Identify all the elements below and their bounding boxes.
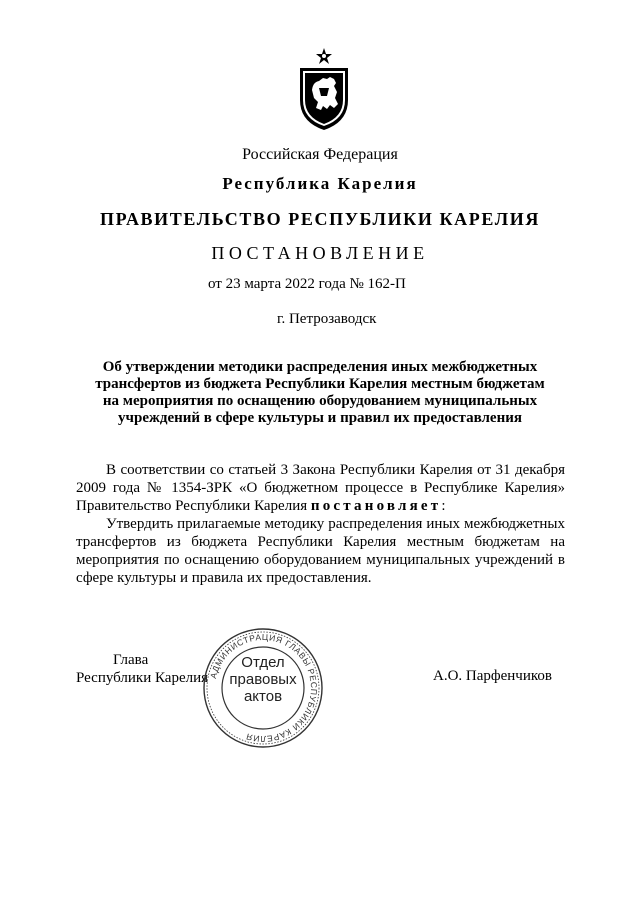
body-paragraph-2: Утвердить прилагаемые методику распределения иных межбюджетных трансфертов из бюджета Республики Карелия местным бюджетам на мероприятия по оснащению оборудованием муниципальных учреждений в сфере культуры и правила их предоставления. — [76, 516, 565, 586]
republic-name: Республика Карелия — [222, 174, 418, 193]
signatory-name: А.О. Парфенчиков — [433, 668, 552, 684]
document-date-number: от 23 марта 2022 года № 162-П — [208, 276, 406, 292]
stamp-line-3: актов — [243, 688, 283, 705]
stamp-line-1: Отдел — [241, 654, 285, 671]
decree-keyword: постановляет — [310, 498, 442, 514]
document-title-line: Об утверждении методики распределения иных межбюджетных — [102, 359, 538, 375]
stamp-line-2: правовых — [229, 671, 297, 688]
document-title-line: учреждений в сфере культуры и правил их предоставления — [118, 410, 522, 426]
country-name: Российская Федерация — [242, 146, 398, 163]
document-title-line: трансфертов из бюджета Республики Карелия местным бюджетам — [95, 376, 545, 392]
body-paragraph-1 — [76, 461, 565, 515]
document-title — [76, 359, 564, 427]
issuing-authority: ПРАВИТЕЛЬСТВО РЕСПУБЛИКИ КАРЕЛИЯ — [100, 209, 540, 229]
signatory-title — [76, 651, 210, 687]
signatory-title-line-1: Глава — [113, 652, 149, 668]
stamp-center-text — [202, 654, 324, 705]
document-type: ПОСТАНОВЛЕНИЕ — [211, 243, 429, 263]
signatory-title-line-2: Республики Карелия — [76, 670, 209, 686]
document-body — [76, 461, 565, 587]
body-paragraph-1-text: В соответствии со статьей 3 Закона Республики Карелия от 31 декабря 2009 года № 1354-ЗРК «О бюджетном процессе в Республике Карелия» Правительство Республики Карелия — [76, 462, 565, 514]
karelia-coat-of-arms-icon — [297, 48, 351, 132]
document-city: г. Петрозаводск — [277, 311, 377, 327]
document-title-line: на мероприятия по оснащению оборудованием муниципальных — [102, 393, 538, 409]
stamp-ring-text: АДМИНИСТРАЦИЯ ГЛАВЫ РЕСПУБЛИКИ КАРЕЛИЯ — [207, 631, 320, 745]
body-paragraph-1-end: : — [441, 498, 446, 514]
